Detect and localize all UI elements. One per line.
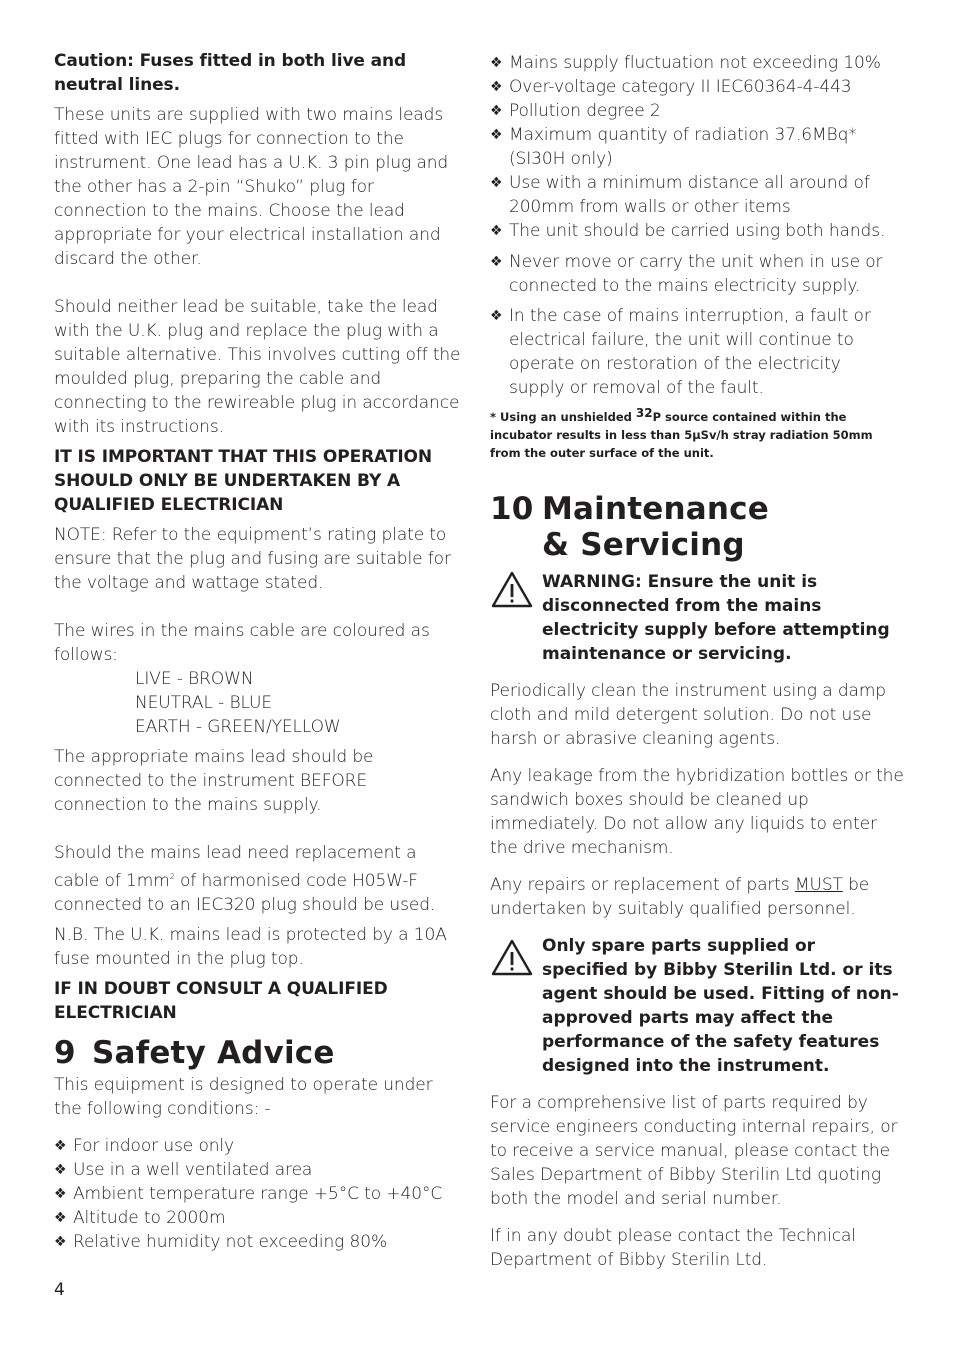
disconnect-warning-text: WARNING: Ensure the unit is disconnected from the mains electricity supply before attempting maintenance or servicing.	[542, 572, 890, 664]
leakage-paragraph: Any leakage from the hybridization bottles or the sandwich boxes should be cleaned up immediately. Do not allow any liquids to enter the drive mechanism.	[490, 766, 904, 858]
list-item-text: For indoor use only	[73, 1136, 235, 1156]
list-item-text: Use in a well ventilated area	[73, 1160, 313, 1180]
wire-neutral: NEUTRAL - BLUE	[135, 693, 272, 713]
diamond-bullet-icon: ❖	[54, 1234, 67, 1250]
disconnect-warning	[490, 570, 905, 666]
spare-parts-warning-text: Only spare parts supplied or specified by Bibby Sterilin Ltd. or its agent should be used. Fitting of non-approved parts may affect the performance of the safety features designed into the instrument.	[542, 936, 899, 1076]
wire-earth: EARTH - GREEN/YELLOW	[135, 717, 341, 737]
section-10-title-2: & Servicing	[542, 527, 745, 563]
parts-list-paragraph: For a comprehensive list of parts required by service engineers conducting internal repairs, or to receive a service manual, please contact the Sales Department of Bibby Sterilin Ltd quoting both the model and serial number.	[490, 1093, 898, 1209]
diamond-bullet-icon: ❖	[490, 308, 503, 324]
cable-superscript: 2	[169, 872, 175, 881]
diamond-bullet-icon: ❖	[490, 103, 503, 119]
list-item-text: Altitude to 2000m	[73, 1208, 226, 1228]
cleaning-paragraph: Periodically clean the instrument using a damp cloth and mild detergent solution. Do not use harsh or abrasive cleaning agents.	[490, 681, 886, 749]
contact-paragraph: If in any doubt please contact the Technical Department of Bibby Sterilin Ltd.	[490, 1226, 856, 1270]
repairs-emphasis: MUST	[794, 875, 843, 895]
section-9-heading	[54, 1035, 464, 1071]
diamond-bullet-icon: ❖	[54, 1186, 67, 1202]
list-item-text: Relative humidity not exceeding 80%	[73, 1232, 388, 1252]
diamond-bullet-icon: ❖	[490, 79, 503, 95]
list-item	[490, 304, 905, 400]
diamond-bullet-icon: ❖	[490, 254, 503, 270]
rating-plate-note: NOTE: Refer to the equipment’s rating plate to ensure that the plug and fusing are suitable for the voltage and wattage stated.	[54, 525, 451, 593]
doubt-notice: IF IN DOUBT CONSULT A QUALIFIED ELECTRICIAN	[54, 979, 388, 1023]
list-item-text: Maximum quantity of radiation 37.6MBq* (SI30H only)	[509, 125, 857, 169]
list-item	[54, 1206, 464, 1230]
list-item	[490, 171, 905, 219]
cable-text-b: of harmonised code H05W-F connected to an IEC320 plug should be used.	[54, 871, 436, 915]
wire-colour-list	[54, 667, 464, 739]
rewire-paragraph: Should neither lead be suitable, take the lead with the U.K. plug and replace the plug with a suitable alternative. This involves cutting off the moulded plug, preparing the cable and connecting to the rewireable plug in accordance with its instructions.	[54, 297, 461, 437]
spare-parts-warning	[490, 934, 905, 1078]
left-column	[54, 49, 464, 1254]
section-10-line-2	[490, 527, 905, 563]
mains-leads-paragraph: These units are supplied with two mains leads fitted with IEC plugs for connection to the instrument. One lead has a U.K. 3 pin plug and the other has a 2-pin “Shuko” plug for connection to the mains. Choose the lead appropriate for your electrical installation and discard the other.	[54, 105, 449, 269]
connect-before-paragraph: The appropriate mains lead should be connected to the instrument BEFORE connection to the mains supply.	[54, 747, 374, 815]
diamond-bullet-icon: ❖	[490, 175, 503, 191]
right-column	[490, 51, 905, 1272]
list-item-text: Over-voltage category II IEC60364-4-443	[509, 77, 852, 97]
safety-intro: This equipment is designed to operate under the following conditions: -	[54, 1075, 433, 1119]
diamond-bullet-icon: ❖	[490, 223, 503, 239]
list-item	[490, 75, 905, 99]
section-9-number: 9	[54, 1035, 76, 1071]
list-item-text: Never move or carry the unit when in use or connected to the mains electricity supply.	[509, 252, 883, 296]
list-item-text: Mains supply fluctuation not exceeding 10%	[509, 53, 881, 73]
diamond-bullet-icon: ❖	[54, 1210, 67, 1226]
list-item-text: Ambient temperature range +5°C to +40°C	[73, 1184, 443, 1204]
list-item	[490, 99, 905, 123]
repairs-text-b: be undertaken by suitably qualified personnel.	[490, 875, 870, 919]
list-item	[490, 51, 905, 75]
list-item	[54, 1230, 464, 1254]
radiation-footnote	[490, 404, 905, 462]
handling-list	[490, 250, 905, 400]
section-10-title-1: Maintenance	[542, 491, 769, 527]
warning-triangle-icon	[490, 934, 542, 982]
diamond-bullet-icon: ❖	[54, 1138, 67, 1154]
list-item	[54, 1182, 464, 1206]
cable-replacement-paragraph	[54, 841, 464, 917]
list-item-text: The unit should be carried using both hands.	[509, 221, 886, 241]
list-item	[490, 250, 905, 298]
footnote-text-b: P source contained within the incubator results in less than 5μSv/h stray radiation 50mm from the outer surface of the unit.	[490, 410, 873, 460]
page-number: 4	[54, 1280, 65, 1300]
list-item	[490, 219, 905, 243]
diamond-bullet-icon: ❖	[490, 127, 503, 143]
warning-triangle-icon	[490, 570, 542, 614]
list-item	[490, 123, 905, 171]
operating-conditions-list	[490, 51, 905, 243]
list-item-text: Pollution degree 2	[509, 101, 661, 121]
section-10-line-1	[490, 491, 905, 527]
important-notice: IT IS IMPORTANT THAT THIS OPERATION SHOULD ONLY BE UNDERTAKEN BY A QUALIFIED ELECTRICIAN	[54, 447, 433, 515]
list-item-text: In the case of mains interruption, a fault or electrical failure, the unit will continue to operate on restoration of the electricity supply or removal of the fault.	[509, 306, 871, 398]
list-item	[54, 1158, 464, 1182]
diamond-bullet-icon: ❖	[54, 1162, 67, 1178]
cable-text-a: Should the mains lead need replacement a cable of 1mm	[54, 843, 417, 891]
section-10-number: 10	[490, 491, 534, 527]
section-9-title: Safety Advice	[92, 1035, 335, 1071]
repairs-paragraph	[490, 873, 905, 921]
footnote-text-a: * Using an unshielded	[490, 410, 636, 424]
wire-live: LIVE - BROWN	[135, 669, 254, 689]
list-item-text: Use with a minimum distance all around of 200mm from walls or other items	[509, 173, 870, 217]
repairs-text-a: Any repairs or replacement of parts	[490, 875, 795, 895]
safety-conditions-list	[54, 1134, 464, 1254]
list-item	[54, 1134, 464, 1158]
fuse-note: N.B. The U.K. mains lead is protected by a 10A fuse mounted in the plug top.	[54, 925, 447, 969]
diamond-bullet-icon: ❖	[490, 55, 503, 71]
section-10-heading	[490, 491, 905, 563]
caution-heading: Caution: Fuses fitted in both live and neutral lines.	[54, 51, 407, 95]
footnote-superscript: 32	[635, 406, 653, 420]
wires-intro: The wires in the mains cable are coloured as follows:	[54, 621, 430, 665]
